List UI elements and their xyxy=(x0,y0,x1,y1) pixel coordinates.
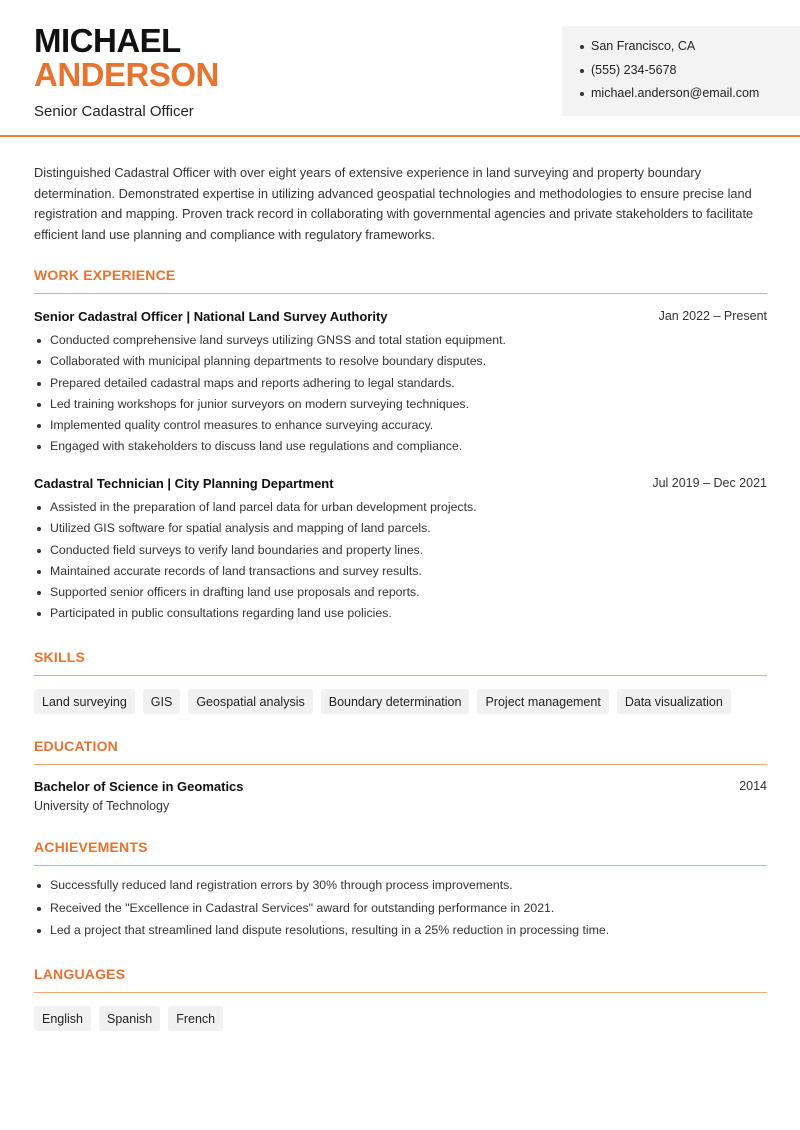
job-entry xyxy=(34,309,767,461)
edu-year: 2014 xyxy=(739,779,767,793)
education-section xyxy=(34,738,767,813)
section-divider xyxy=(34,992,767,993)
list-item: Engaged with stakeholders to discuss land use regulations and compliance. xyxy=(34,439,767,460)
bullet-icon xyxy=(37,591,41,595)
bullet-icon xyxy=(37,570,41,574)
bullet-icon xyxy=(37,527,41,531)
bullet-icon xyxy=(37,549,41,553)
job-entry xyxy=(34,476,767,628)
list-item: Prepared detailed cadastral maps and reports adhering to legal standards. xyxy=(34,376,767,397)
bullet-icon xyxy=(37,339,41,343)
section-title-languages: LANGUAGES xyxy=(34,966,126,982)
job-role: Cadastral Technician | City Planning Department xyxy=(34,476,334,491)
bullet-icon xyxy=(37,929,41,933)
job-dates: Jul 2019 – Dec 2021 xyxy=(652,476,767,490)
list-item: Utilized GIS software for spatial analysis and mapping of land parcels. xyxy=(34,521,767,542)
skill-chip: Data visualization xyxy=(617,689,731,714)
job-bullets xyxy=(34,333,767,461)
list-item: Received the "Excellence in Cadastral Services" award for outstanding performance in 2021. xyxy=(34,901,767,924)
summary: Distinguished Cadastral Officer with over eight years of extensive experience in land surveying and property boundary determination. Demonstrated expertise in utilizing advanced geospatial technologies and methodologies to ensure precise land registration and mapping. Proven track record in collaborating with governmental agencies and private stakeholders to facilitate efficient land use planning and compliance with regulatory frameworks. xyxy=(34,165,754,243)
work-section xyxy=(34,267,767,294)
list-item: Collaborated with municipal planning departments to resolve boundary disputes. xyxy=(34,354,767,375)
skill-chip: Project management xyxy=(477,689,608,714)
bullet-icon xyxy=(580,92,584,96)
bullet-icon xyxy=(37,506,41,510)
name-block xyxy=(34,24,219,120)
section-title-work: WORK EXPERIENCE xyxy=(34,267,176,283)
list-item: Led a project that streamlined land dispute resolutions, resulting in a 25% reduction in processing time. xyxy=(34,923,767,946)
section-title-achievements: ACHIEVEMENTS xyxy=(34,839,148,855)
bullet-icon xyxy=(37,360,41,364)
job-title: Senior Cadastral Officer xyxy=(34,103,194,120)
edu-degree: Bachelor of Science in Geomatics xyxy=(34,779,244,794)
list-item: Maintained accurate records of land transactions and survey results. xyxy=(34,564,767,585)
bullet-icon xyxy=(580,45,584,49)
list-item: Successfully reduced land registration errors by 30% through process improvements. xyxy=(34,878,767,901)
last-name: ANDERSON xyxy=(34,56,219,93)
skill-chip: Geospatial analysis xyxy=(188,689,312,714)
section-title-education: EDUCATION xyxy=(34,738,118,754)
email-link[interactable]: michael.anderson@email.com xyxy=(591,86,760,100)
resume-body xyxy=(34,163,767,1026)
list-item: Participated in public consultations regarding land use policies. xyxy=(34,606,767,627)
bullet-icon xyxy=(37,382,41,386)
list-item: Conducted comprehensive land surveys utilizing GNSS and total station equipment. xyxy=(34,333,767,354)
languages-section xyxy=(34,966,767,1031)
resume-header xyxy=(0,0,800,137)
job-role: Senior Cadastral Officer | National Land Survey Authority xyxy=(34,309,388,324)
language-chip: French xyxy=(168,1006,223,1031)
section-divider xyxy=(34,764,767,765)
skills-chips xyxy=(34,689,767,714)
list-item: Implemented quality control measures to enhance surveying accuracy. xyxy=(34,418,767,439)
job-dates: Jan 2022 – Present xyxy=(658,309,767,323)
skills-section xyxy=(34,649,767,714)
list-item: Supported senior officers in drafting land use proposals and reports. xyxy=(34,585,767,606)
job-bullets xyxy=(34,500,767,628)
achievement-bullets xyxy=(34,878,767,946)
edu-school: University of Technology xyxy=(34,799,170,813)
bullet-icon xyxy=(37,424,41,428)
list-item: Conducted field surveys to verify land boundaries and property lines. xyxy=(34,543,767,564)
language-chip: Spanish xyxy=(99,1006,160,1031)
contact-box xyxy=(562,26,800,116)
skill-chip: GIS xyxy=(143,689,181,714)
bullet-icon xyxy=(37,907,41,911)
language-chip: English xyxy=(34,1006,91,1031)
bullet-icon xyxy=(37,884,41,888)
language-chips xyxy=(34,1006,767,1031)
list-item: Led training workshops for junior surveyors on modern surveying techniques. xyxy=(34,397,767,418)
bullet-icon xyxy=(37,445,41,449)
location-text: San Francisco, CA xyxy=(591,39,696,53)
skill-chip: Boundary determination xyxy=(321,689,470,714)
section-divider xyxy=(34,675,767,676)
bullet-icon xyxy=(37,403,41,407)
bullet-icon xyxy=(37,612,41,616)
section-divider xyxy=(34,865,767,866)
skill-chip: Land surveying xyxy=(34,689,135,714)
bullet-icon xyxy=(580,69,584,73)
first-name: MICHAEL xyxy=(34,22,181,59)
section-divider xyxy=(34,293,767,294)
section-title-skills: SKILLS xyxy=(34,649,85,665)
list-item: Assisted in the preparation of land parcel data for urban development projects. xyxy=(34,500,767,521)
phone-text: (555) 234-5678 xyxy=(591,62,677,77)
contact-phone xyxy=(580,63,800,87)
contact-location xyxy=(580,39,800,63)
contact-email xyxy=(580,86,800,110)
achievements-section xyxy=(34,839,767,946)
